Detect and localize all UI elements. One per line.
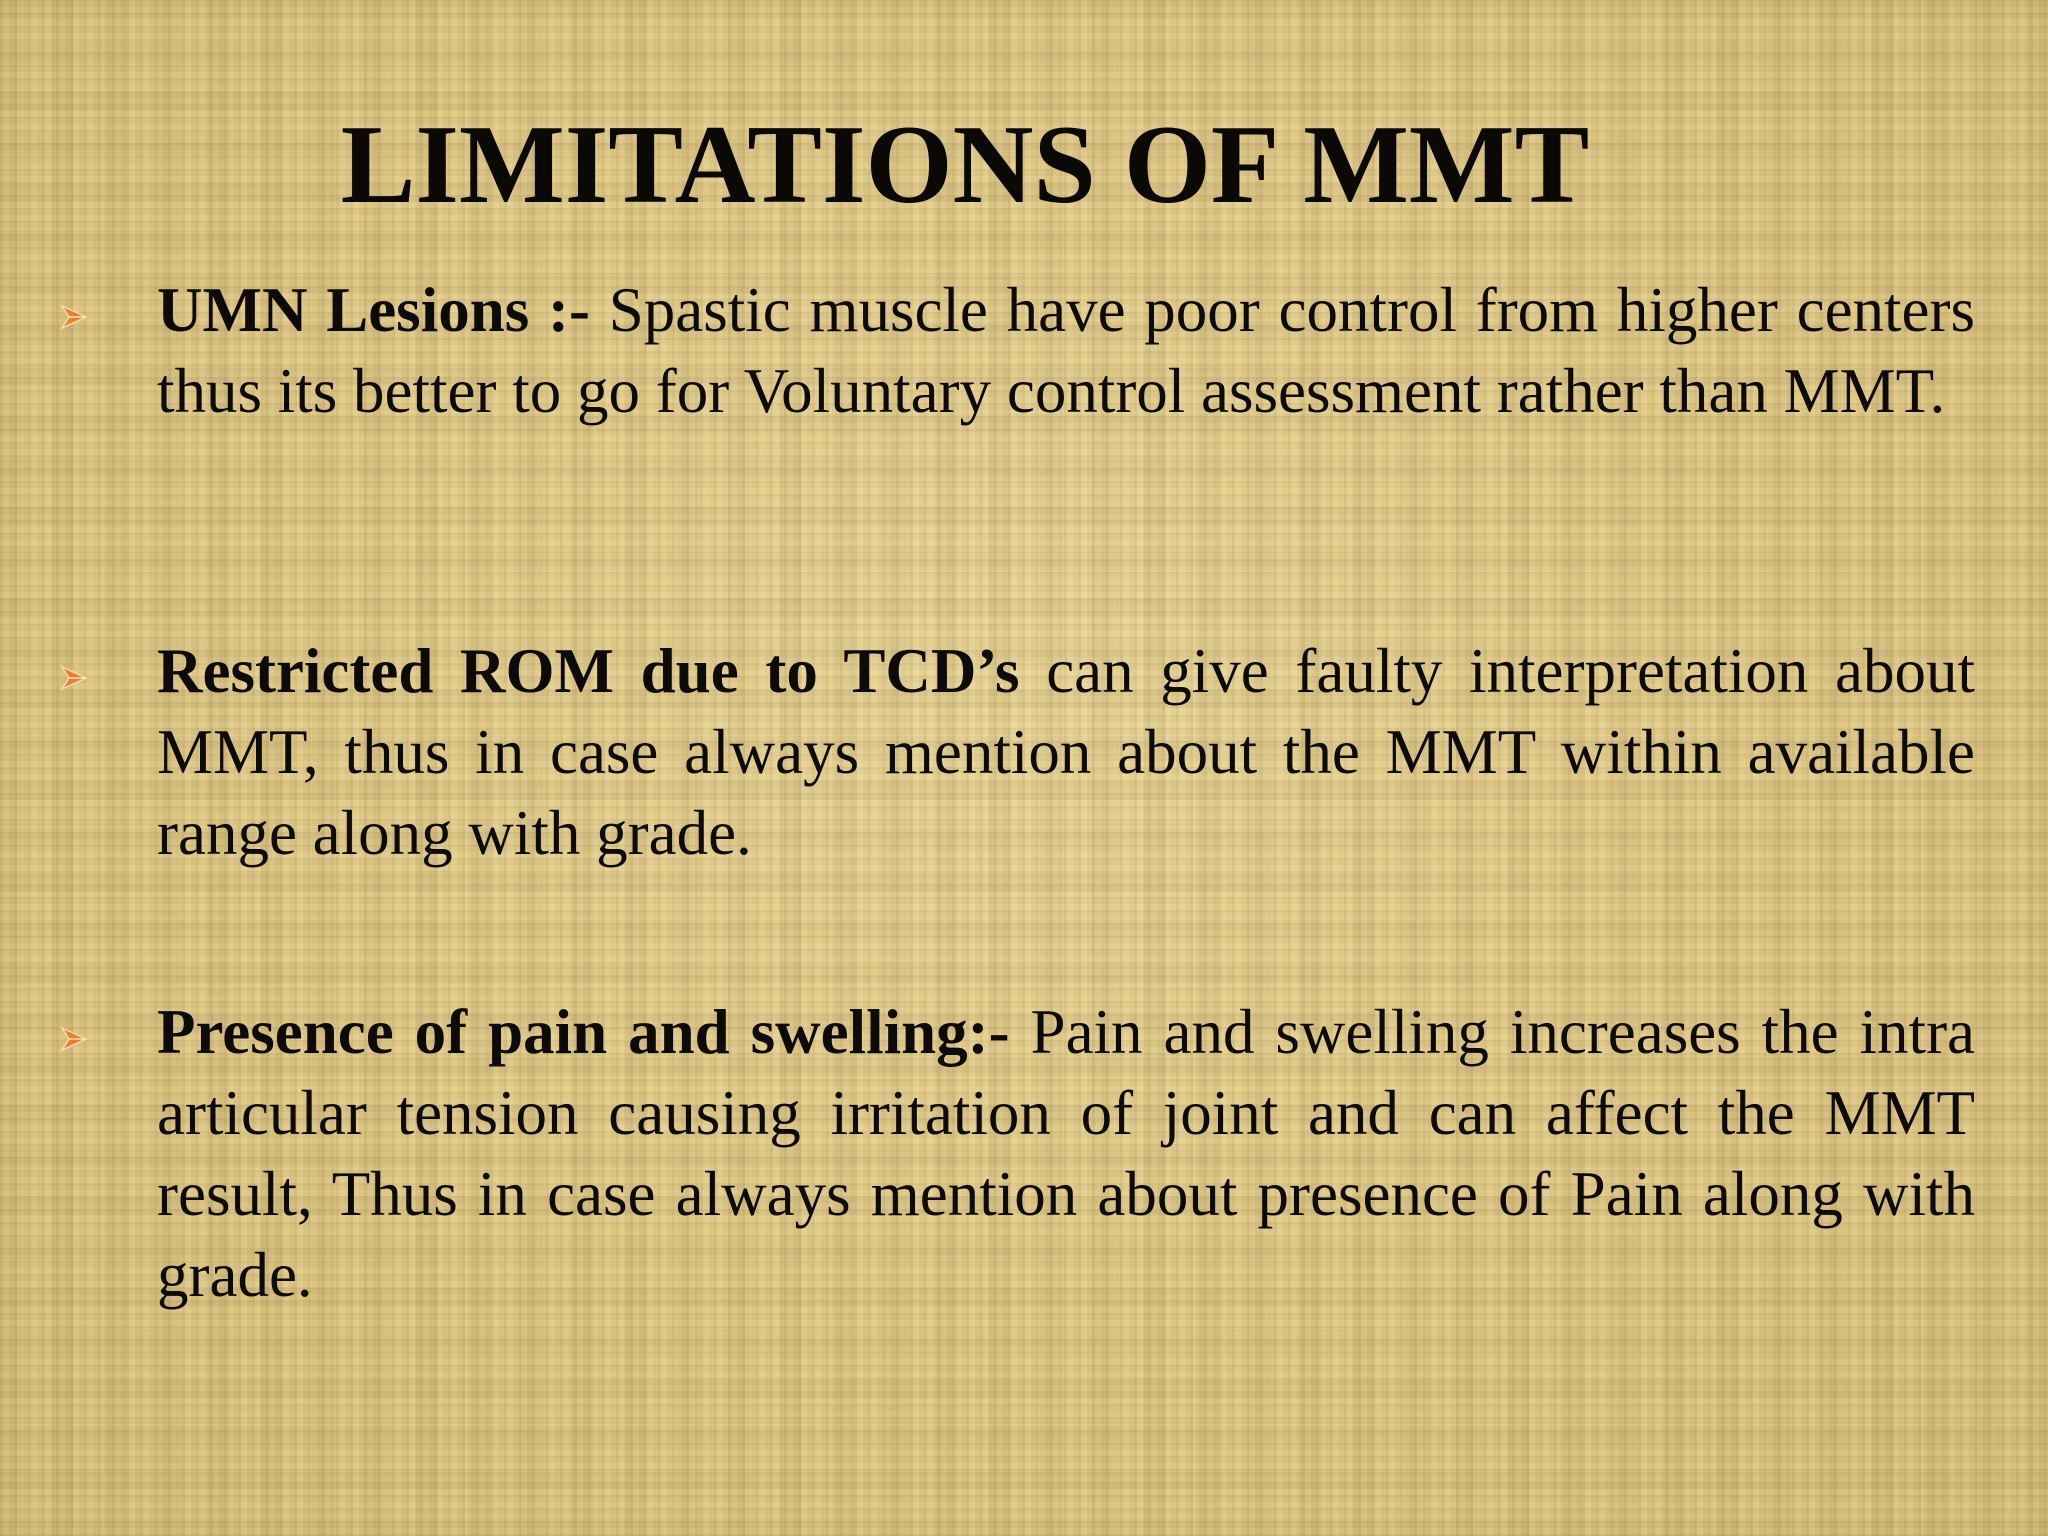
arrow-bullet-icon	[60, 304, 88, 330]
bullet-lead: Restricted ROM due to TCD’s	[157, 636, 1020, 706]
bullet-restricted-rom	[157, 631, 1975, 874]
bullet-lead: UMN Lesions :-	[157, 275, 590, 345]
bullet-text: can give faulty interpretation about MMT, thus in case always mention about the MMT within available range along with grade.	[157, 636, 1975, 868]
bullet-pain-swelling	[157, 992, 1975, 1316]
bullet-umn-lesions	[157, 270, 1975, 432]
arrow-bullet-icon	[60, 665, 88, 691]
bullet-text: Spastic muscle have poor control from higher centers thus its better to go for Voluntary control assessment rather than MMT.	[157, 275, 1975, 426]
slide-title: LIMITATIONS OF MMT	[340, 103, 1590, 227]
bullet-text: Pain and swelling increases the intra articular tension causing irritation of joint and can affect the MMT result, Thus in case always mention about presence of Pain along with grade.	[157, 997, 1976, 1310]
bullet-lead: Presence of pain and swelling:-	[157, 997, 1010, 1067]
arrow-bullet-icon	[60, 1026, 88, 1052]
